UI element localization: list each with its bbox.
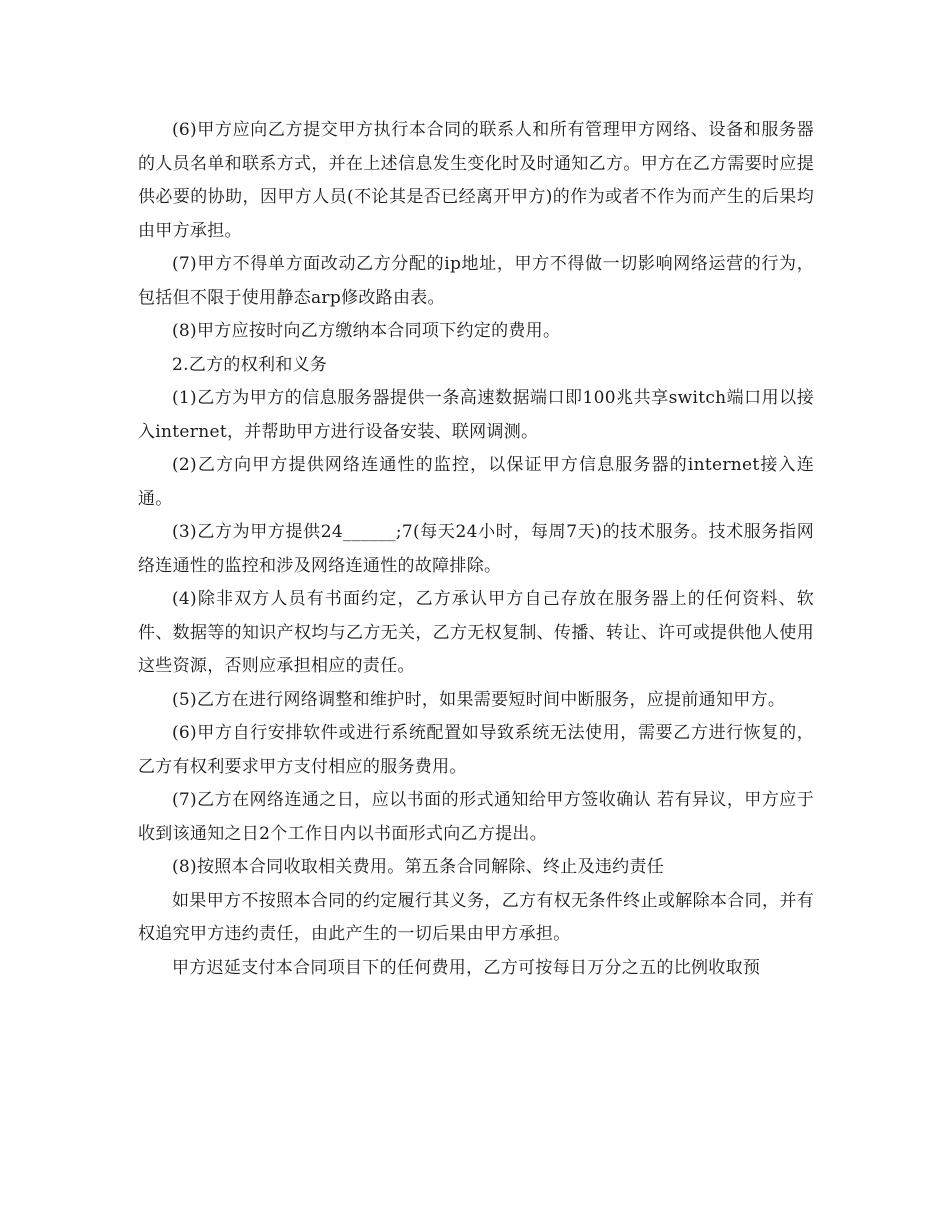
- paragraph-late-payment: 甲方迟延支付本合同项目下的任何费用，乙方可按每日万分之五的比例收取预: [172, 957, 761, 978]
- paragraph-party-a-6: (6)甲方应向乙方提交甲方执行本合同的联系人和所有管理甲方网络、设备和服务器的人员名单和联系方式，并在上述信息发生变化时及时通知乙方。甲方在乙方需要时应提供必要的协助，因甲方人员(不论其是否已经离开甲方)的作为或者不作为而产生的后果均由甲方承担。: [138, 120, 814, 241]
- paragraph-party-b-1: (1)乙方为甲方的信息服务器提供一条高速数据端口即100兆共享switch端口用以接入internet，并帮助甲方进行设备安装、联网调测。: [138, 388, 814, 442]
- paragraph-party-b-2: (2)乙方向甲方提供网络连通性的监控，以保证甲方信息服务器的internet接入连通。: [138, 455, 814, 509]
- paragraph-party-b-5: (5)乙方在进行网络调整和维护时，如果需要短时间中断服务，应提前通知甲方。: [172, 689, 786, 710]
- paragraph-party-b-7: (7)乙方在网络连通之日，应以书面的形式通知给甲方签收确认 若有异议，甲方应于收到该通知之日2个工作日内以书面形式向乙方提出。: [138, 790, 814, 844]
- paragraph-party-a-7: (7)甲方不得单方面改动乙方分配的ip地址，甲方不得做一切影响网络运营的行为，包括但不限于使用静态arp修改路由表。: [138, 254, 814, 308]
- paragraph-party-b-8: (8)按照本合同收取相关费用。第五条合同解除、终止及违约责任: [172, 857, 665, 877]
- paragraph-termination: 如果甲方不按照本合同的约定履行其义务，乙方有权无条件终止或解除本合同，并有权追究甲方违约责任，由此产生的一切后果由甲方承担。: [138, 890, 814, 944]
- paragraph-party-b-3: (3)乙方为甲方提供24______;7(每天24小时，每周7天)的技术服务。技术服务指网络连通性的监控和涉及网络连通性的故障排除。: [138, 522, 814, 576]
- paragraph-party-b-6: (6)甲方自行安排软件或进行系统配置如导致系统无法使用，需要乙方进行恢复的，乙方有权利要求甲方支付相应的服务费用。: [138, 723, 814, 777]
- section-heading-party-b: 2.乙方的权利和义务: [172, 354, 328, 375]
- document-body: [138, 114, 814, 985]
- paragraph-party-a-8: (8)甲方应按时向乙方缴纳本合同项下约定的费用。: [172, 321, 561, 341]
- paragraph-party-b-4: (4)除非双方人员有书面约定，乙方承认甲方自己存放在服务器上的任何资料、软件、数据等的知识产权均与乙方无关，乙方无权复制、传播、转让、许可或提供他人使用这些资源，否则应承担相应的责任。: [138, 589, 814, 676]
